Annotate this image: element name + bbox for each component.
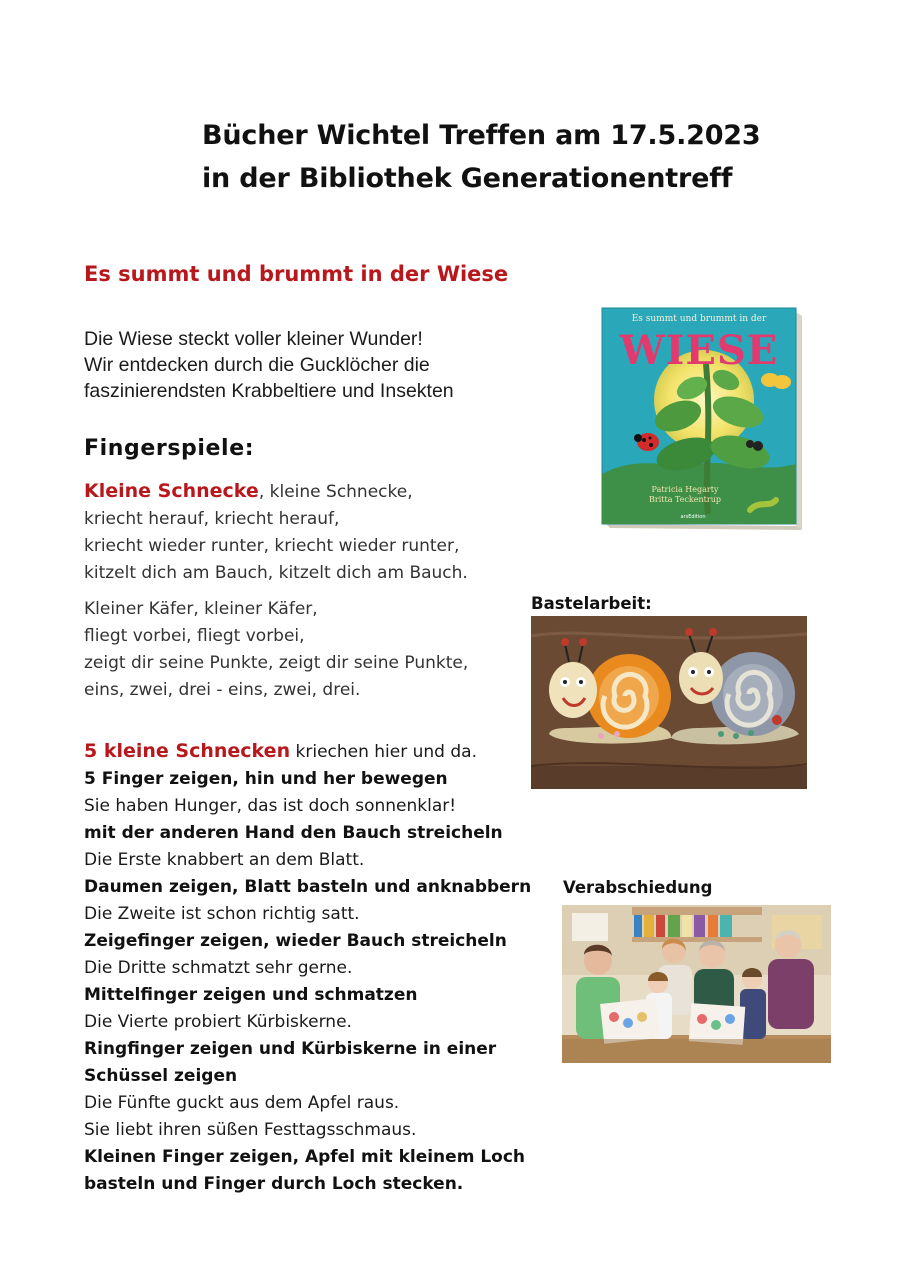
title-line-2: in der Bibliothek Generationentreff (202, 163, 733, 194)
page-title (202, 114, 822, 200)
poem-kleiner-kaefer (84, 596, 468, 704)
book-publisher: arsEdition (680, 514, 706, 520)
book-author-1: Patricia Hegarty (651, 485, 719, 494)
poem-lead-rest: , kleine Schnecke, (258, 482, 413, 502)
poem-line (84, 738, 531, 766)
intro-line: Wir entdecken durch die Gucklöcher die (84, 354, 430, 376)
poem-line: Die Vierte probiert Kürbiskerne. (84, 1012, 352, 1032)
poem-lead: 5 kleine Schnecken (84, 740, 291, 762)
poem-5-kleine-schnecken (84, 738, 531, 1198)
instruction-line: 5 Finger zeigen, hin und her bewegen (84, 769, 448, 789)
intro-line: faszinierendsten Krabbeltiere und Insekten (84, 380, 454, 402)
bastel-label: Bastelarbeit: (531, 594, 652, 613)
poem-line (84, 478, 468, 506)
poem-line: Die Fünfte guckt aus dem Apfel raus. (84, 1093, 400, 1113)
instruction-line: basteln und Finger durch Loch stecken. (84, 1174, 464, 1194)
instruction-line: Daumen zeigen, Blatt basteln und anknabbern (84, 877, 532, 897)
poem-line: Die Zweite ist schon richtig satt. (84, 904, 360, 924)
fingerspiele-heading: Fingerspiele: (84, 436, 255, 461)
instruction-line: Mittelfinger zeigen und schmatzen (84, 985, 418, 1005)
poem-lead: Kleine Schnecke (84, 480, 259, 502)
book-top-text: Es summt und brummt in der (631, 314, 767, 324)
subtitle: Es summt und brummt in der Wiese (84, 262, 509, 286)
book-cover-image (600, 304, 802, 530)
instruction-line: Schüssel zeigen (84, 1066, 238, 1086)
poem-line: kriecht herauf, kriecht herauf, (84, 509, 340, 529)
instruction-line: Ringfinger zeigen und Kürbiskerne in einer (84, 1039, 497, 1059)
poem-line: Sie liebt ihren süßen Festtagsschmaus. (84, 1120, 417, 1140)
intro-text (84, 326, 454, 404)
poem-line: zeigt dir seine Punkte, zeigt dir seine Punkte, (84, 653, 469, 673)
poem-line: kriecht wieder runter, kriecht wieder runter, (84, 536, 460, 556)
instruction-line: Zeigefinger zeigen, wieder Bauch streicheln (84, 931, 507, 951)
abschied-label: Verabschiedung (563, 878, 713, 897)
verabschiedung-photo (562, 905, 831, 1063)
poem-line: kitzelt dich am Bauch, kitzelt dich am Bauch. (84, 563, 468, 583)
poem-line: Kleiner Käfer, kleiner Käfer, (84, 599, 318, 619)
title-line-1: Bücher Wichtel Treffen am 17.5.2023 (202, 120, 761, 151)
book-title: WIESE (619, 327, 779, 374)
intro-line: Die Wiese steckt voller kleiner Wunder! (84, 328, 423, 350)
poem-line: Sie haben Hunger, das ist doch sonnenklar! (84, 796, 457, 816)
instruction-line: Kleinen Finger zeigen, Apfel mit kleinem Loch (84, 1147, 526, 1167)
poem-line: Die Dritte schmatzt sehr gerne. (84, 958, 353, 978)
poem-kleine-schnecke (84, 478, 468, 587)
book-author-2: Britta Teckentrup (649, 495, 721, 504)
poem-line: fliegt vorbei, fliegt vorbei, (84, 626, 305, 646)
poem-lead-rest: kriechen hier und da. (290, 742, 477, 762)
poem-line: Die Erste knabbert an dem Blatt. (84, 850, 365, 870)
poem-line: eins, zwei, drei - eins, zwei, drei. (84, 680, 361, 700)
instruction-line: mit der anderen Hand den Bauch streicheln (84, 823, 503, 843)
bastelarbeit-photo (531, 616, 807, 789)
